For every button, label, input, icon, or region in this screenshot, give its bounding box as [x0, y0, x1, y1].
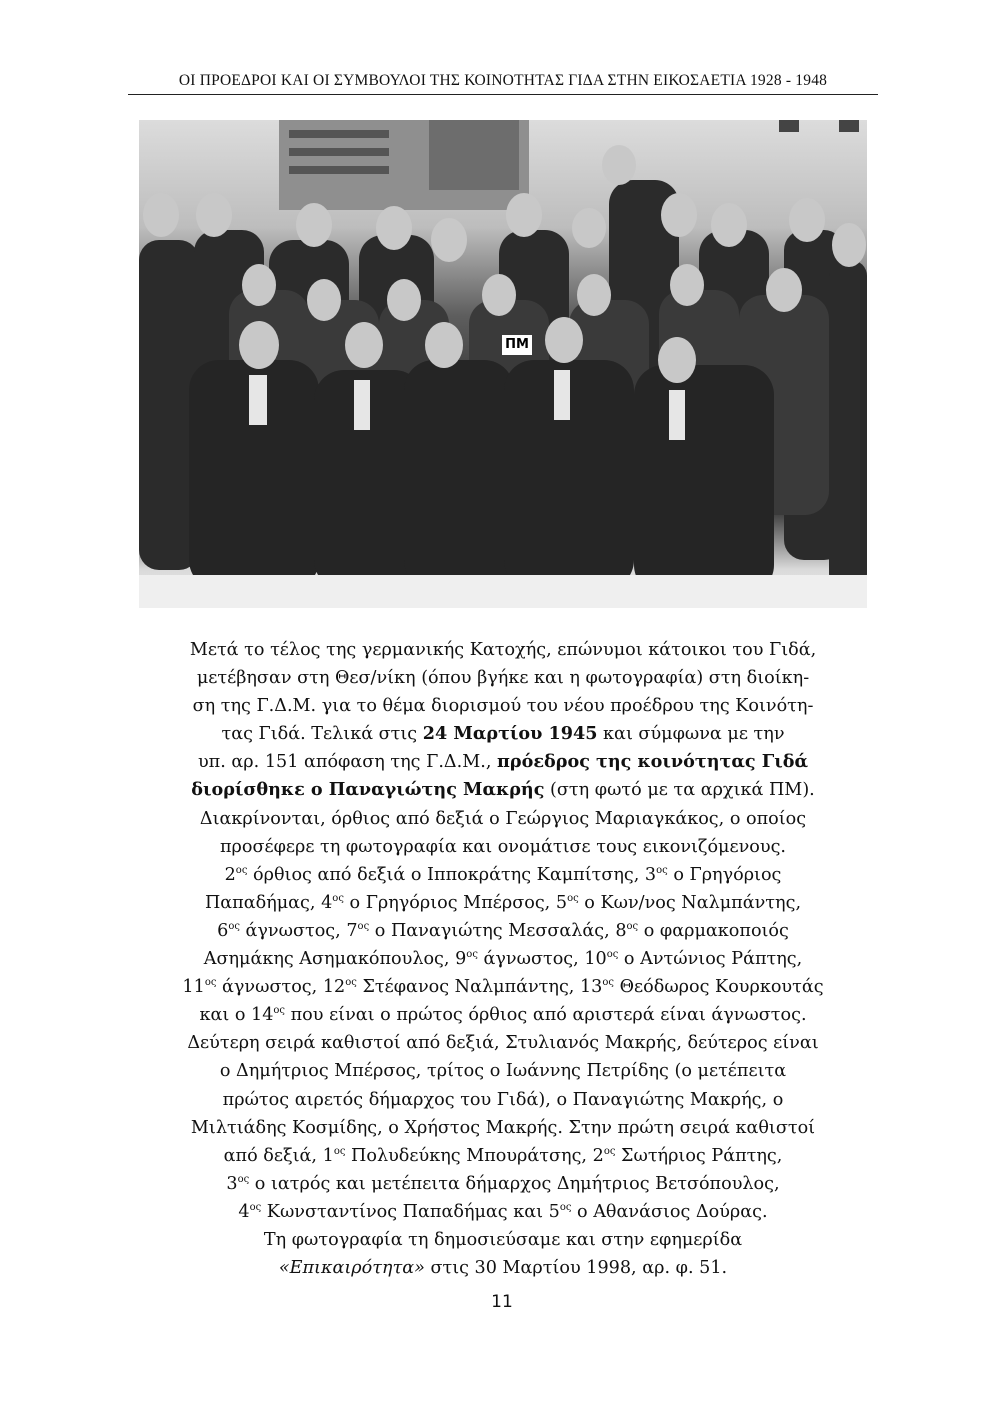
- caption-line: $3^{o\varsigma}$ ο ιατρός και μετέπειτα δήμαρχος Δημήτριος Βετσόπουλος,: [226, 1173, 780, 1194]
- caption-line: από δεξιά, $1^{o\varsigma}$ Πολυδεύκης Μπουράτσης, $2^{o\varsigma}$ Σωτήριος Ράπτης,: [223, 1145, 783, 1166]
- caption-line: Διακρίνονται, όρθιος από δεξιά ο Γεώργιος Μαριαγκάκος, ο οποίος: [199, 808, 807, 829]
- caption-line: Δεύτερη σειρά καθιστοί από δεξιά, Στυλιανός Μακρής, δεύτερος είναι: [187, 1033, 819, 1054]
- caption-line: προσέφερε τη φωτογραφία και ονομάτισε τους εικονιζόμενους.: [219, 836, 787, 857]
- caption-line: $2^{o\varsigma}$ όρθιος από δεξιά ο Ιπποκράτης Καμπίτσης, $3^{o\varsigma}$ ο Γρηγόριος: [224, 864, 782, 885]
- caption-line: πρώτος αιρετός δήμαρχος του Γιδά), ο Παναγιώτης Μακρής, ο: [222, 1089, 784, 1110]
- caption-line: $4^{o\varsigma}$ Κωνσταντίνος Παπαδήμας και $5^{o\varsigma}$ ο Αθανάσιος Δούρας.: [238, 1201, 768, 1222]
- page-number: 11: [491, 1292, 513, 1312]
- group-photo-figures: [139, 120, 867, 608]
- photo-initials-label: ΠΜ: [502, 335, 532, 355]
- appointment-date: 24 Μαρτίου 1945: [422, 723, 598, 745]
- caption-line: ο Δημήτριος Μπέρσος, τρίτος ο Ιωάννης Πετρίδης (ο μετέπειτα: [219, 1061, 787, 1082]
- caption-line: τας Γιδά. Τελικά στις 24 Μαρτίου 1945 και σύμφωνα με την: [221, 723, 785, 745]
- caption-line: Παπαδήμας, $4^{o\varsigma}$ ο Γρηγόριος Μπέρσος, $5^{o\varsigma}$ ο Κων/νος Ναλμπάντης,: [204, 892, 802, 913]
- caption-line: $6^{o\varsigma}$ άγνωστος, $7^{o\varsigma}$ ο Παναγιώτης Μεσσαλάς, $8^{o\varsigma}$ ο φαρμακοποιός: [217, 920, 789, 941]
- caption-line: διορίσθηκε ο Παναγιώτης Μακρής (στη φωτό με τα αρχικά ΠΜ).: [191, 779, 815, 801]
- caption-line: Τη φωτογραφία τη δημοσιεύσαμε και στην εφημερίδα: [263, 1229, 743, 1250]
- caption-line: Μετά το τέλος της γερμανικής Κατοχής, επώνυμοι κάτοικοι του Γιδά,: [189, 640, 817, 660]
- caption-line: μετέβησαν στη Θεσ/νίκη (όπου βγήκε και η φωτογραφία) στη διοίκη-: [196, 668, 810, 689]
- caption-line: και ο $14^{o\varsigma}$ που είναι ο πρώτος όρθιος από αριστερά είναι άγνωστος.: [199, 1005, 807, 1026]
- caption-line: Μιλτιάδης Κοσμίδης, ο Χρήστος Μακρής. Στην πρώτη σειρά καθιστοί: [190, 1117, 816, 1138]
- caption-line: Ασημάκης Ασημακόπουλος, $9^{o\varsigma}$ άγνωστος, $10^{o\varsigma}$ ο Αντώνιος Ράπτης,: [203, 949, 803, 970]
- running-header: ΟΙ ΠΡΟΕΔΡΟΙ ΚΑΙ ΟΙ ΣΥΜΒΟΥΛΟΙ ΤΗΣ ΚΟΙΝΟΤΗΤΑΣ ΓΙΔΑ ΣΤΗΝ ΕΙΚΟΣΑΕΤΙΑ 1928 - 1948: [178, 72, 828, 89]
- caption-line: $11^{o\varsigma}$ άγνωστος, $12^{o\varsigma}$ Στέφανος Ναλμπάντης, $13^{o\varsigma}$ Θεόδωρος Κουρκουτάς: [182, 977, 824, 998]
- caption-line: «Επικαιρότητα» στις 30 Μαρτίου 1998, αρ. φ. 51.: [278, 1258, 728, 1279]
- group-photo: [139, 120, 867, 608]
- caption-line: υπ. αρ. 151 απόφαση της Γ.Δ.Μ., πρόεδρος της κοινότητας Γιδά: [197, 751, 808, 773]
- newspaper-name: «Επικαιρότητα»: [278, 1258, 425, 1279]
- photo-caption: [120, 636, 886, 1282]
- caption-line: ση της Γ.Δ.Μ. για το θέμα διορισμού του νέου προέδρου της Κοινότη-: [192, 696, 814, 717]
- header-rule: [128, 94, 878, 95]
